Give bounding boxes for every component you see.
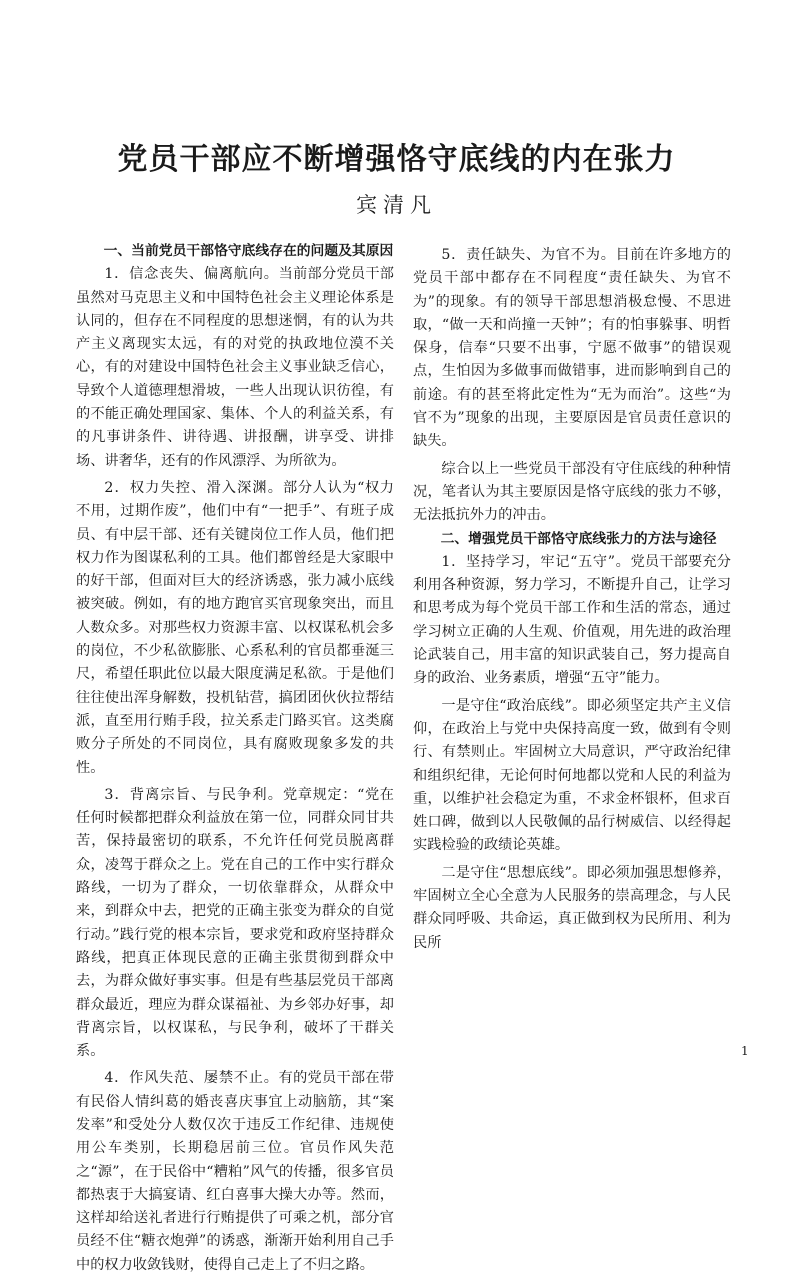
paragraph-9: 二是守住“思想底线”。即必须加强思想修养，牢固树立全心全意为人民服务的崇高理念，与人民群众同呼吸、共命运，真正做到权为民所用、利为民所 [413, 864, 731, 951]
paragraph-body: 有的党员干部在带有民俗人情纠葛的婚丧喜庆事宜上动脑筋，其“案发率”和受处分人数仅次于违反工作纪律、违规使用公车类别，长期稳居前三位。官员作风失范之“源”，在于民俗中“糟粕”风气的传播，很多官员都热衷于大搞宴请、红白喜事大操大办等。然而，这样却给送礼者进行行贿提供了可乘之机，部分官员经不住“糖衣炮弹”的诱惑，渐渐开始利用自己手中的权力收敛钱财，使得自己走上了不归之路。 [76, 1070, 394, 1273]
paragraph-lead: 1．坚持学习，牢记“五守”。 [441, 553, 631, 570]
section-heading-2: 二、增强党员干部恪守底线张力的方法与途径 [440, 530, 717, 547]
paragraph-7 [413, 551, 731, 691]
paragraph-body: 部分人认为“权力不用，过期作废”，他们中有“一把手”、有班子成员、有中层干部、还有关键岗位工作人员，他们把权力作为图谋私利的工具。他们都曾经是大家眼中的好干部，但面对巨大的经济诱惑，张力减小底线被突破。例如，有的地方跑官买官现象突出，而且人数众多。对那些权力资源丰富、以权谋私机会多的岗位，不少私欲膨胀、心系私利的官员都垂涎三尺，希望任职此位以最大限度满足私欲。于是他们往往使出浑身解数，投机钻营，搞团团伙伙拉帮结派，直至用行贿手段，拉关系走门路买官。这类腐败分子所处的不同岗位，具有腐败现象多发的共性。 [76, 479, 394, 776]
paragraph-lead: 4．作风失范、屡禁不止。 [104, 1070, 279, 1087]
paragraph-1 [76, 263, 394, 473]
section-heading-1: 一、当前党员干部恪守底线存在的问题及其原因 [103, 243, 394, 259]
article-author: 宾清凡 [356, 193, 437, 217]
paragraph-lead: 1．信念丧失、偏离航向。 [104, 266, 279, 283]
paragraph-lead: 2．权力失控、滑入深渊。 [104, 479, 284, 496]
paragraph-body: 目前在许多地方的党员干部中都存在不同程度“责任缺失、为官不为”的现象。有的领导干部思想消极怠慢、不思进取，“做一天和尚撞一天钟”；有的怕事躲事、明哲保身，信奉“只要不出事，宁愿不做事”的错误观点，生怕因为多做事而做错事，进而影响到自己的前途。有的甚至将此定性为“无为而治”。这些“为官不为”现象的出现，主要原因是官员责任意识的缺失。 [413, 247, 731, 450]
right-column [413, 240, 731, 955]
paragraph-body: 当前部分党员干部虽然对马克思主义和中国特色社会主义理论体系是认同的，但存在不同程度的思想迷惘，有的认为共产主义离现实太远，有的对党的执政地位漠不关心，有的对建设中国特色社会主义事业缺乏信心，导致个人道德理想滑坡，一些人出现认识彷徨，有的不能正确处理国家、集体、个人的利益关系，有的凡事讲条件、讲待遇、讲报酬，讲享受、讲排场、讲奢华，还有的作风漂浮、为所欲为。 [76, 266, 394, 469]
paragraph-body: 党章规定：“党在任何时候都把群众利益放在第一位，同群众同甘共苦，保持最密切的联系，不允许任何党员脱离群众，凌驾于群众之上。党在自己的工作中实行群众路线，一切为了群众，一切依靠群众，从群众中来，到群众中去，把党的正确主张变为群众的自觉行动。”践行党的根本宗旨，要求党和政府坚持群众路线，把真正体现民意的正确主张贯彻到群众中去，为群众做好事实事。但是有些基层党员干部离群众最近，理应为群众谋福祉、为乡邻办好事，却背离宗旨，以权谋私，与民争利，破坏了干群关系。 [76, 786, 394, 1060]
paragraph-3 [76, 784, 394, 1064]
paragraph-6: 综合以上一些党员干部没有守住底线的种种情况，笔者认为其主要原因是恪守底线的张力不够，无法抵抗外力的冲击。 [413, 460, 731, 524]
article-title: 党员干部应不断增强恪守底线的内在张力 [117, 142, 676, 177]
paragraph-5 [413, 244, 731, 454]
page-number: 1 [741, 1044, 749, 1058]
paragraph-lead: 3．背离宗旨、与民争利。 [104, 786, 284, 803]
left-column [76, 240, 394, 1277]
paragraph-2 [76, 477, 394, 780]
paragraph-lead: 5．责任缺失、为官不为。 [441, 247, 616, 263]
paragraph-body: 党员干部要充分利用各种资源，努力学习，不断提升自己，让学习和思考成为每个党员干部工作和生活的常态，通过学习树立正确的人生观、价值观，用先进的政治理论武装自己，用丰富的知识武装自己，努力提高自身的政治、业务素质，增强“五守”能力。 [413, 553, 731, 687]
paragraph-8: 一是守住“政治底线”。即必须坚定共产主义信仰，在政治上与党中央保持高度一致，做到有令则行、有禁则止。牢固树立大局意识，严守政治纪律和组织纪律，无论何时何地都以党和人民的利益为重，以维护社会稳定为重，不求金杯银杯，但求百姓口碑，做到以人民敬佩的品行树威信、以经得起实践检验的政绩论英雄。 [413, 697, 731, 854]
paragraph-4 [76, 1067, 394, 1277]
